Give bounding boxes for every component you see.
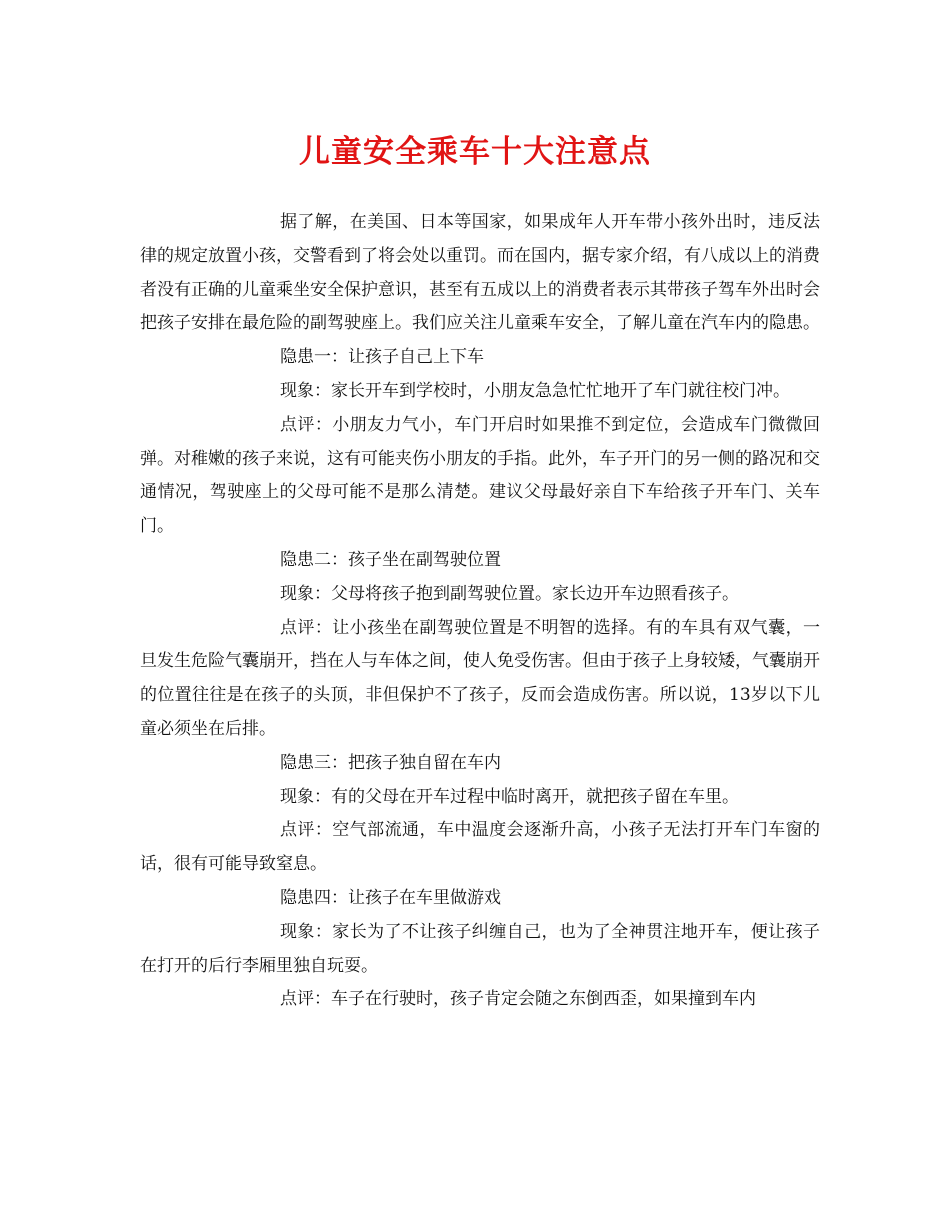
document-title: 儿童安全乘车十大注意点	[299, 134, 651, 170]
hazard-3-comment: 点评：空气部流通，车中温度会逐渐升高，小孩子无法打开车门车窗的话，很有可能导致窒息。	[140, 820, 820, 875]
hazard-1-comment: 点评：小朋友力气小，车门开启时如果推不到定位，会造成车门微微回弹。对稚嫩的孩子来说，这有可能夹伤小朋友的手指。此外，车子开门的另一侧的路况和交通情况，驾驶座上的父母可能不是那么清楚。建议父母最好亲自下车给孩子开车门、关车门。	[140, 414, 820, 537]
hazard-2-phenomenon: 现象：父母将孩子抱到副驾驶位置。家长边开车边照看孩子。	[280, 583, 739, 604]
hazard-1-heading: 隐患一：让孩子自己上下车	[280, 347, 484, 368]
hazard-4-comment: 点评：车子在行驶时，孩子肯定会随之东倒西歪，如果撞到车内	[280, 989, 756, 1010]
document-body	[140, 206, 820, 1017]
hazard-4-phenomenon: 现象：家长为了不让孩子纠缠自己，也为了全神贯注地开车，便让孩子在打开的后行李厢里独自玩耍。	[140, 921, 820, 976]
hazard-4-heading: 隐患四：让孩子在车里做游戏	[280, 887, 501, 908]
intro-paragraph: 据了解，在美国、日本等国家，如果成年人开车带小孩外出时，违反法律的规定放置小孩，交警看到了将会处以重罚。而在国内，据专家介绍，有八成以上的消费者没有正确的儿童乘坐安全保护意识，甚至有五成以上的消费者表示其带孩子驾车外出时会把孩子安排在最危险的副驾驶座上。我们应关注儿童乘车安全，了解儿童在汽车内的隐患。	[140, 212, 820, 334]
hazard-1-phenomenon: 现象：家长开车到学校时，小朋友急急忙忙地开了车门就往校门冲。	[280, 380, 790, 401]
hazard-2-heading: 隐患二：孩子坐在副驾驶位置	[280, 549, 501, 570]
hazard-2-comment: 点评：让小孩坐在副驾驶位置是不明智的选择。有的车具有双气囊，一旦发生危险气囊崩开，挡在人与车体之间，使人免受伤害。但由于孩子上身较矮，气囊崩开的位置往往是在孩子的头顶，非但保护不了孩子，反而会造成伤害。所以说，13岁以下儿童必须坐在后排。	[140, 617, 820, 739]
hazard-3-heading: 隐患三：把孩子独自留在车内	[280, 752, 501, 773]
hazard-3-phenomenon: 现象：有的父母在开车过程中临时离开，就把孩子留在车里。	[280, 786, 739, 807]
